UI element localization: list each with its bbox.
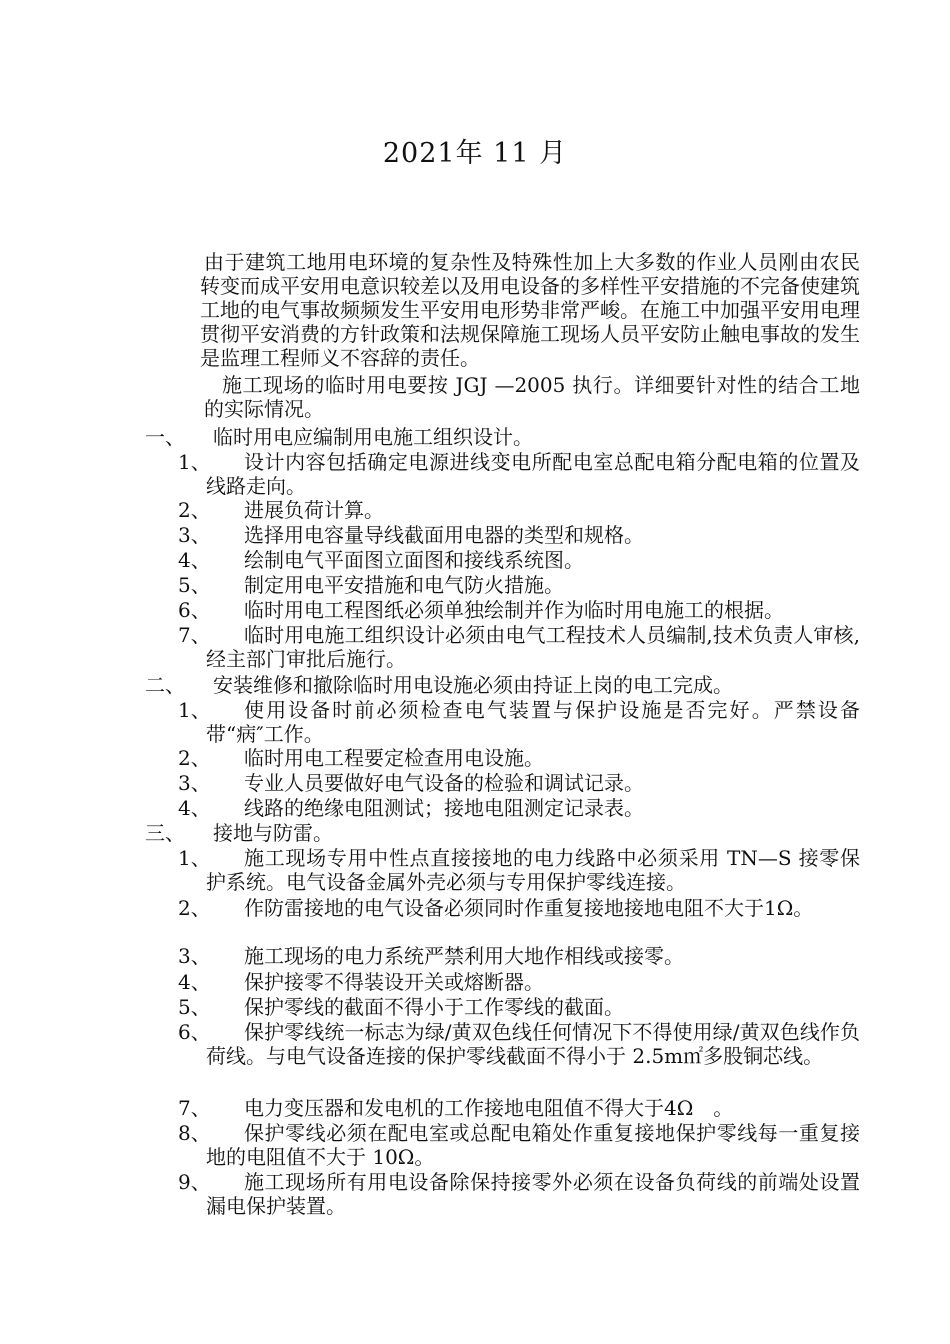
- list-item: [178, 995, 860, 1019]
- list-item: [178, 623, 860, 671]
- item-text: 设计内容包括确定电源进线变电所配电室总配电箱分配电箱的位置及线路走向。: [206, 450, 860, 498]
- item-number: 4、: [178, 796, 211, 820]
- item-number: 1、: [178, 846, 211, 870]
- list-item: [178, 523, 860, 547]
- item-number: 2、: [178, 746, 211, 770]
- list-item: [178, 1170, 860, 1218]
- item-number: 2、: [178, 896, 211, 920]
- section-number: 三、: [145, 821, 185, 845]
- list-item: [178, 1121, 860, 1169]
- item-number: 4、: [178, 548, 211, 572]
- item-text: 电力变压器和发电机的工作接地电阻值不得大于4Ω 。: [244, 1096, 734, 1120]
- list-item: [178, 598, 860, 622]
- item-text: 保护零线必须在配电室或总配电箱处作重复接地保护零线每一重复接地的电阻值不大于 10Ω。: [206, 1121, 860, 1169]
- list-item: [178, 1096, 860, 1120]
- document-date: 2021年 11 月: [382, 138, 568, 169]
- item-number: 5、: [178, 573, 211, 597]
- list-item: [178, 796, 860, 820]
- list-item: [178, 896, 860, 920]
- section-number: 二、: [145, 673, 185, 697]
- item-number: 6、: [178, 598, 211, 622]
- item-text: 施工现场的电力系统严禁利用大地作相线或接零。: [244, 944, 684, 968]
- item-number: 5、: [178, 995, 211, 1019]
- item-number: 9、: [178, 1170, 211, 1194]
- section-title: 接地与防雷。: [213, 821, 333, 845]
- list-item: [178, 970, 860, 994]
- item-number: 1、: [178, 450, 211, 474]
- list-item: [178, 1020, 860, 1068]
- item-text: 施工现场专用中性点直接接地的电力线路中必须采用 TN—S 接零保护系统。电气设备金属外壳必须与专用保护零线连接。: [206, 846, 860, 894]
- item-text: 制定用电平安措施和电气防火措施。: [244, 573, 564, 597]
- item-text: 线路的绝缘电阻测试；接地电阻测定记录表。: [244, 796, 644, 820]
- intro-paragraph: 施工现场的临时用电要按 JGJ —2005 执行。详细要针对性的结合工地的实际情况。: [204, 373, 860, 421]
- item-text: 作防雷接地的电气设备必须同时作重复接地接地电阻不大于1Ω。: [244, 896, 814, 920]
- section-title: 临时用电应编制用电施工组织设计。: [213, 425, 533, 449]
- item-text: 临时用电工程要定检查用电设施。: [244, 746, 544, 770]
- list-item: [178, 698, 860, 746]
- section-title: 安装维修和撤除临时用电设施必须由持证上岗的电工完成。: [213, 673, 733, 697]
- item-number: 1、: [178, 698, 211, 722]
- item-text: 临时用电施工组织设计必须由电气工程技术人员编制,技术负责人审核,经主部门审批后施行。: [206, 623, 860, 671]
- item-text: 保护零线统一标志为绿/黄双色线任何情况下不得使用绿/黄双色线作负荷线。与电气设备连接的保护零线截面不得小于 2.5m㎡多股铜芯线。: [206, 1020, 860, 1068]
- list-item: [178, 548, 860, 572]
- item-text: 临时用电工程图纸必须单独绘制并作为临时用电施工的根据。: [244, 598, 784, 622]
- item-text: 使用设备时前必须检查电气装置与保护设施是否完好。严禁设备带“病″工作。: [206, 698, 860, 746]
- item-number: 6、: [178, 1020, 211, 1044]
- list-item: [178, 498, 860, 522]
- item-number: 3、: [178, 944, 211, 968]
- list-item: [178, 450, 860, 498]
- item-text: 专业人员要做好电气设备的检验和调试记录。: [244, 771, 644, 795]
- item-text: 保护零线的截面不得小于工作零线的截面。: [244, 995, 624, 1019]
- section-number: 一、: [145, 425, 185, 449]
- intro-paragraph: 由于建筑工地用电环境的复杂性及特殊性加上大多数的作业人员刚由农民转变而成平安用电意识较差以及用电设备的多样性平安措施的不完备使建筑工地的电气事故频频发生平安用电形势非常严峻。在施工中加强平安用电理贯彻平安消费的方针政策和法规保障施工现场人员平安防止触电事故的发生是监理工程师义不容辞的责任。: [200, 250, 860, 370]
- list-item: [178, 746, 860, 770]
- item-text: 绘制电气平面图立面图和接线系统图。: [244, 548, 584, 572]
- item-number: 8、: [178, 1121, 211, 1145]
- item-text: 施工现场所有用电设备除保持接零外必须在设备负荷线的前端处设置漏电保护装置。: [206, 1170, 860, 1218]
- item-text: 保护接零不得装设开关或熔断器。: [244, 970, 544, 994]
- list-item: [178, 771, 860, 795]
- item-number: 7、: [178, 623, 211, 647]
- item-number: 2、: [178, 498, 211, 522]
- item-number: 7、: [178, 1096, 211, 1120]
- item-number: 3、: [178, 771, 211, 795]
- item-text: 进展负荷计算。: [244, 498, 384, 522]
- list-item: [178, 944, 860, 968]
- item-text: 选择用电容量导线截面用电器的类型和规格。: [244, 523, 644, 547]
- list-item: [178, 846, 860, 894]
- list-item: [178, 573, 860, 597]
- item-number: 4、: [178, 970, 211, 994]
- item-number: 3、: [178, 523, 211, 547]
